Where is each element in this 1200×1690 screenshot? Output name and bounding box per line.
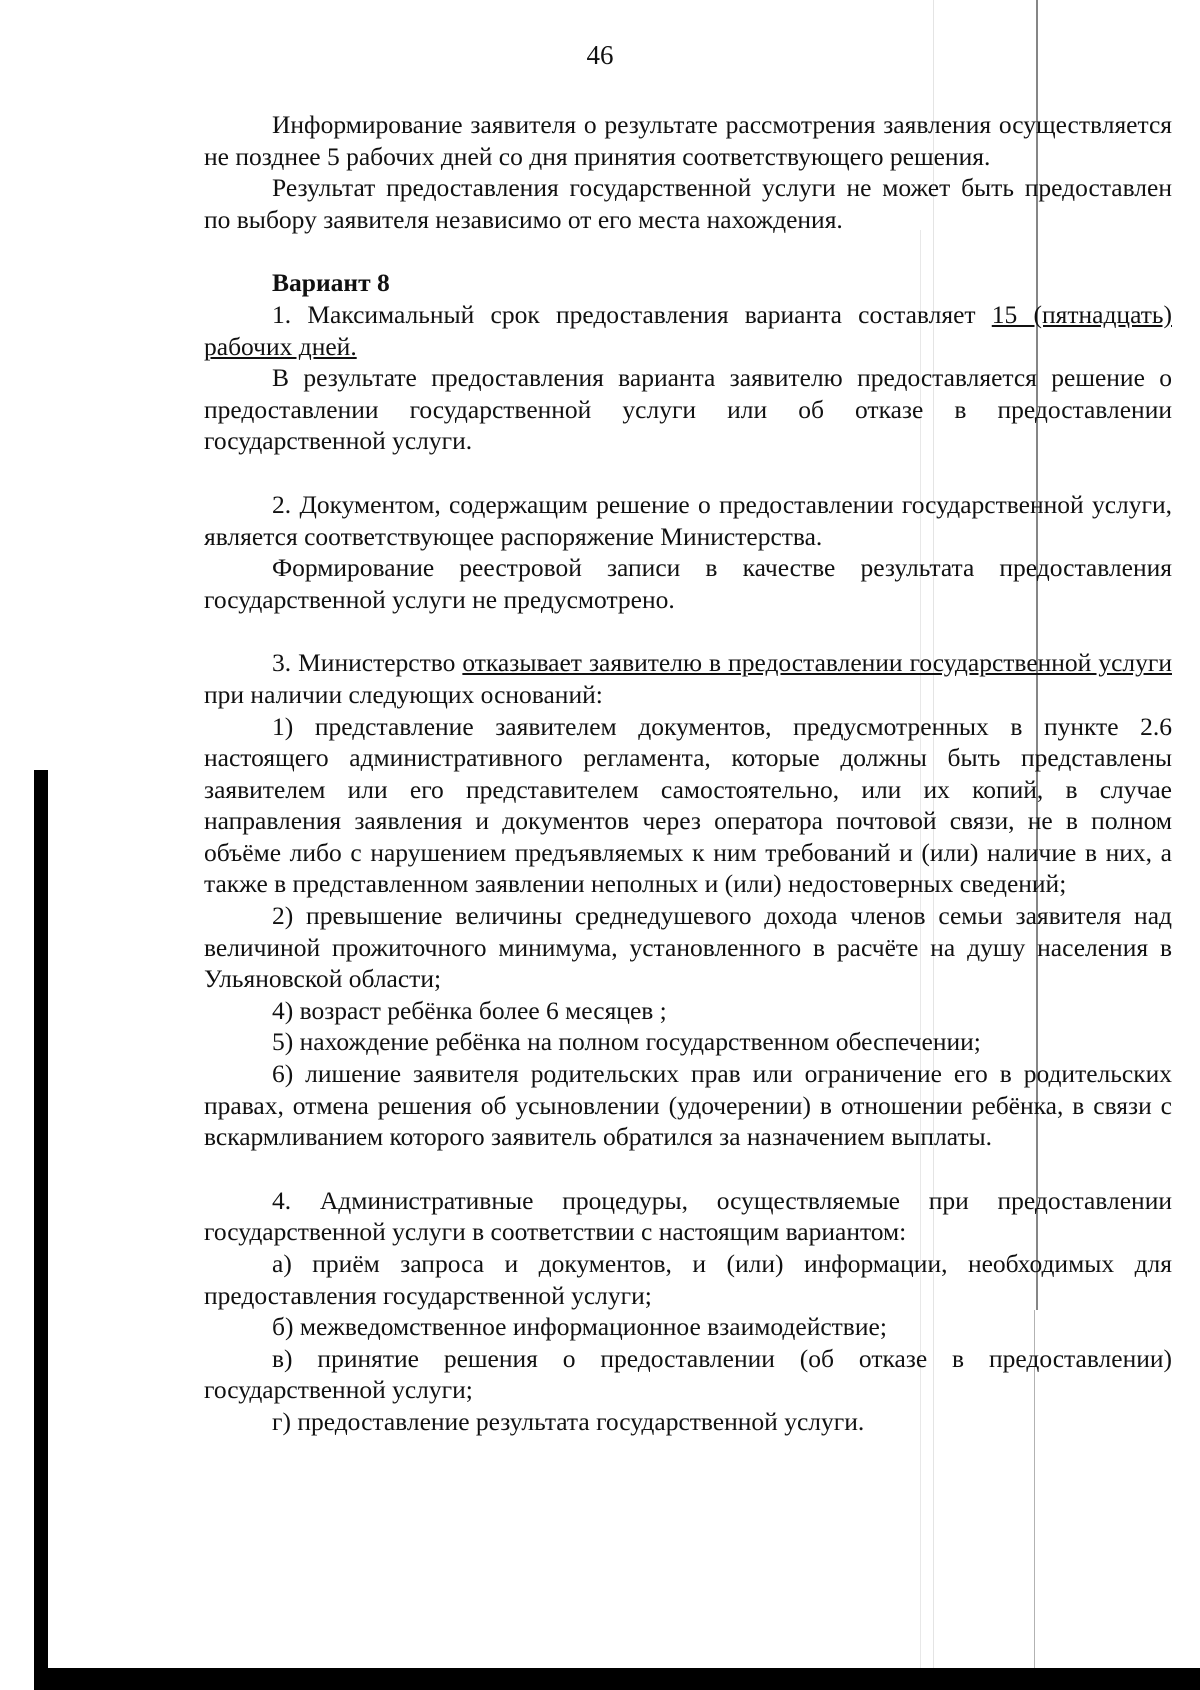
variant-heading: Вариант 8 bbox=[272, 268, 390, 298]
item-3-underlined: отказывает заявителю в предоставлении государственной услуги bbox=[462, 648, 1172, 678]
item-1-lead: 1. Максимальный срок предоставления варианта составляет bbox=[272, 299, 992, 329]
procedure-item: б) межведомственное информационное взаимодействие; bbox=[272, 1312, 887, 1342]
item-4-procedures: 4. Административные процедуры, осуществляемые при предоставлении государственной услуги в соответствии с настоящим вариантом: bbox=[204, 1185, 1172, 1247]
procedure-item: г) предоставление результата государственной услуги. bbox=[272, 1406, 865, 1436]
refusal-reason: 1) представление заявителем документов, предусмотренных в пункте 2.6 настоящего административного регламента, которые должны быть представлены заявителем или его представителем самостоятельно, или их копий, в случае направления заявления и документов через оператора почтовой связи, не в полном объёме либо с нарушением предъявляемых к ним требований и (или) наличие в них, а также в представленном заявлении неполных и (или) недостоверных сведений; bbox=[204, 711, 1172, 899]
item-2-registry: Формирование реестровой записи в качестве результата предоставления государственной услуги не предусмотрено. bbox=[204, 553, 1172, 614]
procedure-item: а) приём запроса и документов, и (или) информации, необходимых для предоставления государственной услуги; bbox=[204, 1249, 1172, 1310]
document-body bbox=[204, 109, 1172, 1438]
paragraph-result: Результат предоставления государственной услуги не может быть предоставлен по выбору заявителя независимо от его места нахождения. bbox=[204, 173, 1172, 234]
procedure-item: в) принятие решения о предоставлении (об отказе в предоставлении) государственной услуги; bbox=[204, 1343, 1172, 1405]
scan-border-left bbox=[34, 770, 48, 1690]
item-3-lead: 3. Министерство bbox=[272, 648, 463, 678]
item-2-document: 2. Документом, содержащим решение о предоставлении государственной услуги, является соответствующее распоряжение Министерства. bbox=[204, 489, 1172, 551]
refusal-reason: 4) возраст ребёнка более 6 месяцев ; bbox=[272, 995, 667, 1025]
item-1-result: В результате предоставления варианта заявителю предоставляется решение о предоставлении государственной услуги или об отказе в предоставлении государственной услуги. bbox=[204, 363, 1172, 456]
item-1-term bbox=[204, 299, 1172, 362]
refusal-reason: 6) лишение заявителя родительских прав или ограничение его в родительских правах, отмена решения об усыновлении (удочерении) в отношении ребёнка, в связи с вскармливанием которого заявитель обратился за назначением выплаты. bbox=[204, 1059, 1172, 1152]
paragraph-informing: Информирование заявителя о результате рассмотрения заявления осуществляется не позднее 5 рабочих дней со дня принятия соответствующего решения. bbox=[204, 110, 1172, 171]
scan-border-bottom bbox=[34, 1668, 1200, 1690]
refusal-reason: 5) нахождение ребёнка на полном государственном обеспечении; bbox=[272, 1027, 981, 1057]
refusal-reason: 2) превышение величины среднедушевого дохода членов семьи заявителя над величиной прожиточного минимума, установленного в расчёте на душу населения в Ульяновской области; bbox=[204, 901, 1172, 994]
item-1-term-underlined: 15 (пятнадцать) рабочих дней. bbox=[204, 299, 1172, 361]
page-number: 46 bbox=[586, 40, 614, 70]
item-3-tail: при наличии следующих оснований: bbox=[204, 679, 603, 709]
item-3-refusal bbox=[204, 647, 1172, 710]
